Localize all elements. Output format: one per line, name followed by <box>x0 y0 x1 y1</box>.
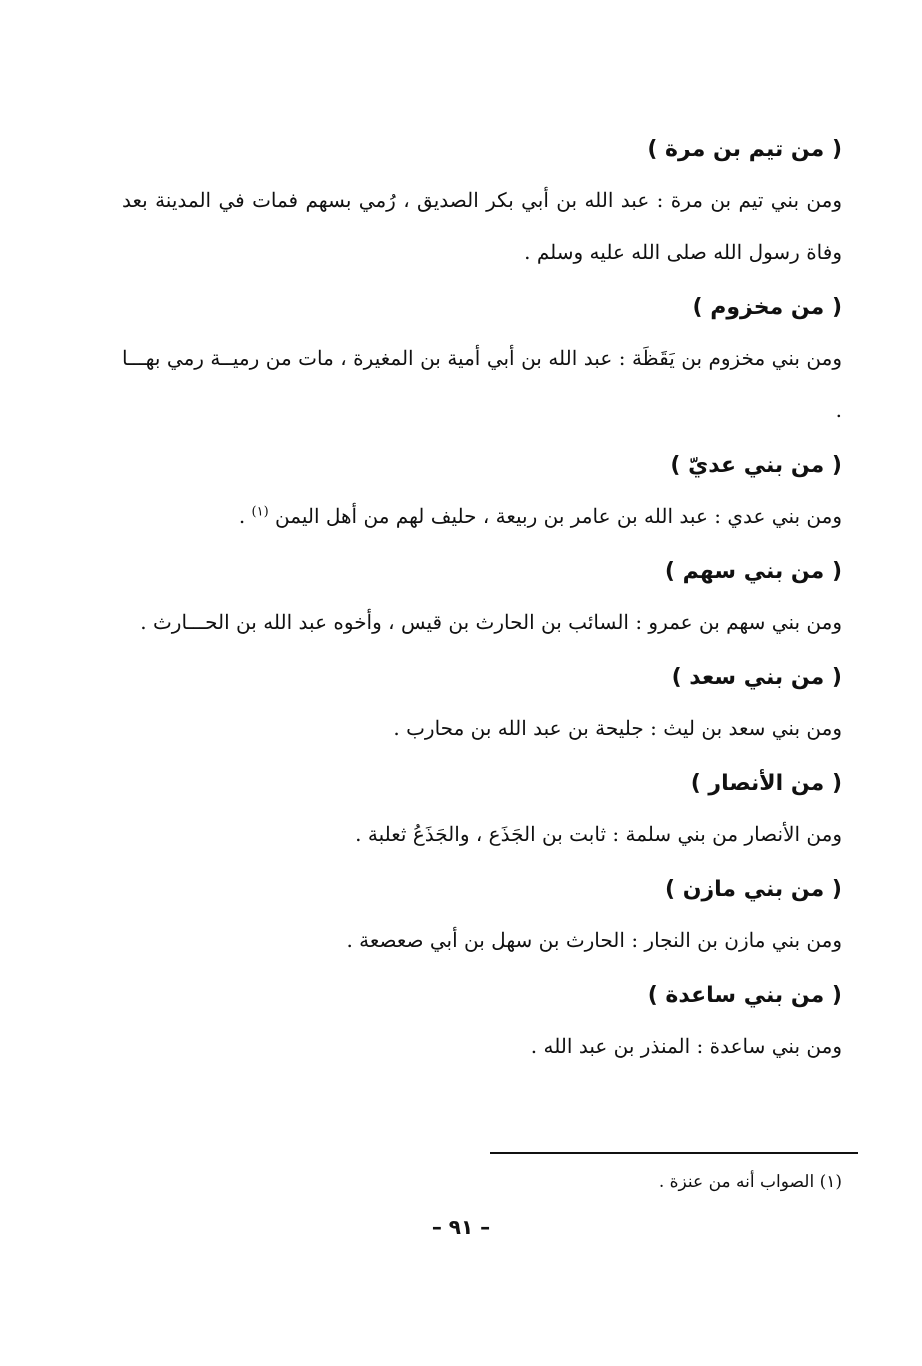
section-text: ومن بني تيم بن مرة : عبد الله بن أبي بكر الصديق ، رُمي بسهم فمات في المدينة بعد وفاة رسول الله صلى الله عليه وسلم . <box>122 188 842 264</box>
page-number: – ٩١ – <box>431 1215 491 1239</box>
section-ansar <box>122 760 842 860</box>
section-text: ومن الأنصار من بني سلمة : ثابت بن الجَذَع ، والجَذَعُ ثعلبة . <box>355 822 842 846</box>
section-heading: ( من مخزوم ) <box>692 295 842 320</box>
section-text: ومن بني سهم بن عمرو : السائب بن الحارث بن قيس ، وأخوه عبد الله بن الحـــارث . <box>140 610 842 634</box>
section-taym <box>122 126 842 278</box>
section-makhzum <box>122 284 842 436</box>
section-heading: ( من بني مازن ) <box>665 877 842 902</box>
section-saad <box>122 654 842 754</box>
section-text: ومن بني ساعدة : المنذر بن عبد الله . <box>530 1034 842 1058</box>
section-sahm <box>122 548 842 648</box>
section-text: ومن بني سعد بن ليث : جليحة بن عبد الله بن محارب . <box>393 716 842 740</box>
section-heading: ( من تيم بن مرة ) <box>647 137 842 162</box>
footnote-marker: (١) <box>819 1172 842 1192</box>
section-heading: ( من بني سهم ) <box>664 559 842 584</box>
section-adi <box>122 442 842 542</box>
section-text: ومن بني عدي : عبد الله بن عامر بن ربيعة ، حليف لهم من أهل اليمن <box>275 504 842 528</box>
section-text: ومن بني مخزوم بن يَقَظَة : عبد الله بن أبي أمية بن المغيرة ، مات من رميــة رمي بهـــا . <box>122 346 842 422</box>
section-saida <box>122 972 842 1072</box>
section-heading: ( من بني عديّ ) <box>670 453 842 478</box>
section-heading: ( من بني ساعدة ) <box>647 983 842 1008</box>
footnote-divider <box>490 1152 858 1154</box>
section-heading: ( من الأنصار ) <box>690 771 842 796</box>
footnote <box>442 1168 842 1196</box>
section-text-with-footnote <box>122 490 842 542</box>
footnote-reference[interactable]: (١) <box>251 504 269 520</box>
section-text: ومن بني مازن بن النجار : الحارث بن سهل بن أبي صعصعة . <box>346 928 842 952</box>
footnote-text: الصواب أنه من عنزة . <box>658 1172 815 1192</box>
section-mazin <box>122 866 842 966</box>
section-text-tail: . <box>238 504 252 528</box>
section-heading: ( من بني سعد ) <box>671 665 842 690</box>
page-body <box>122 126 842 1078</box>
